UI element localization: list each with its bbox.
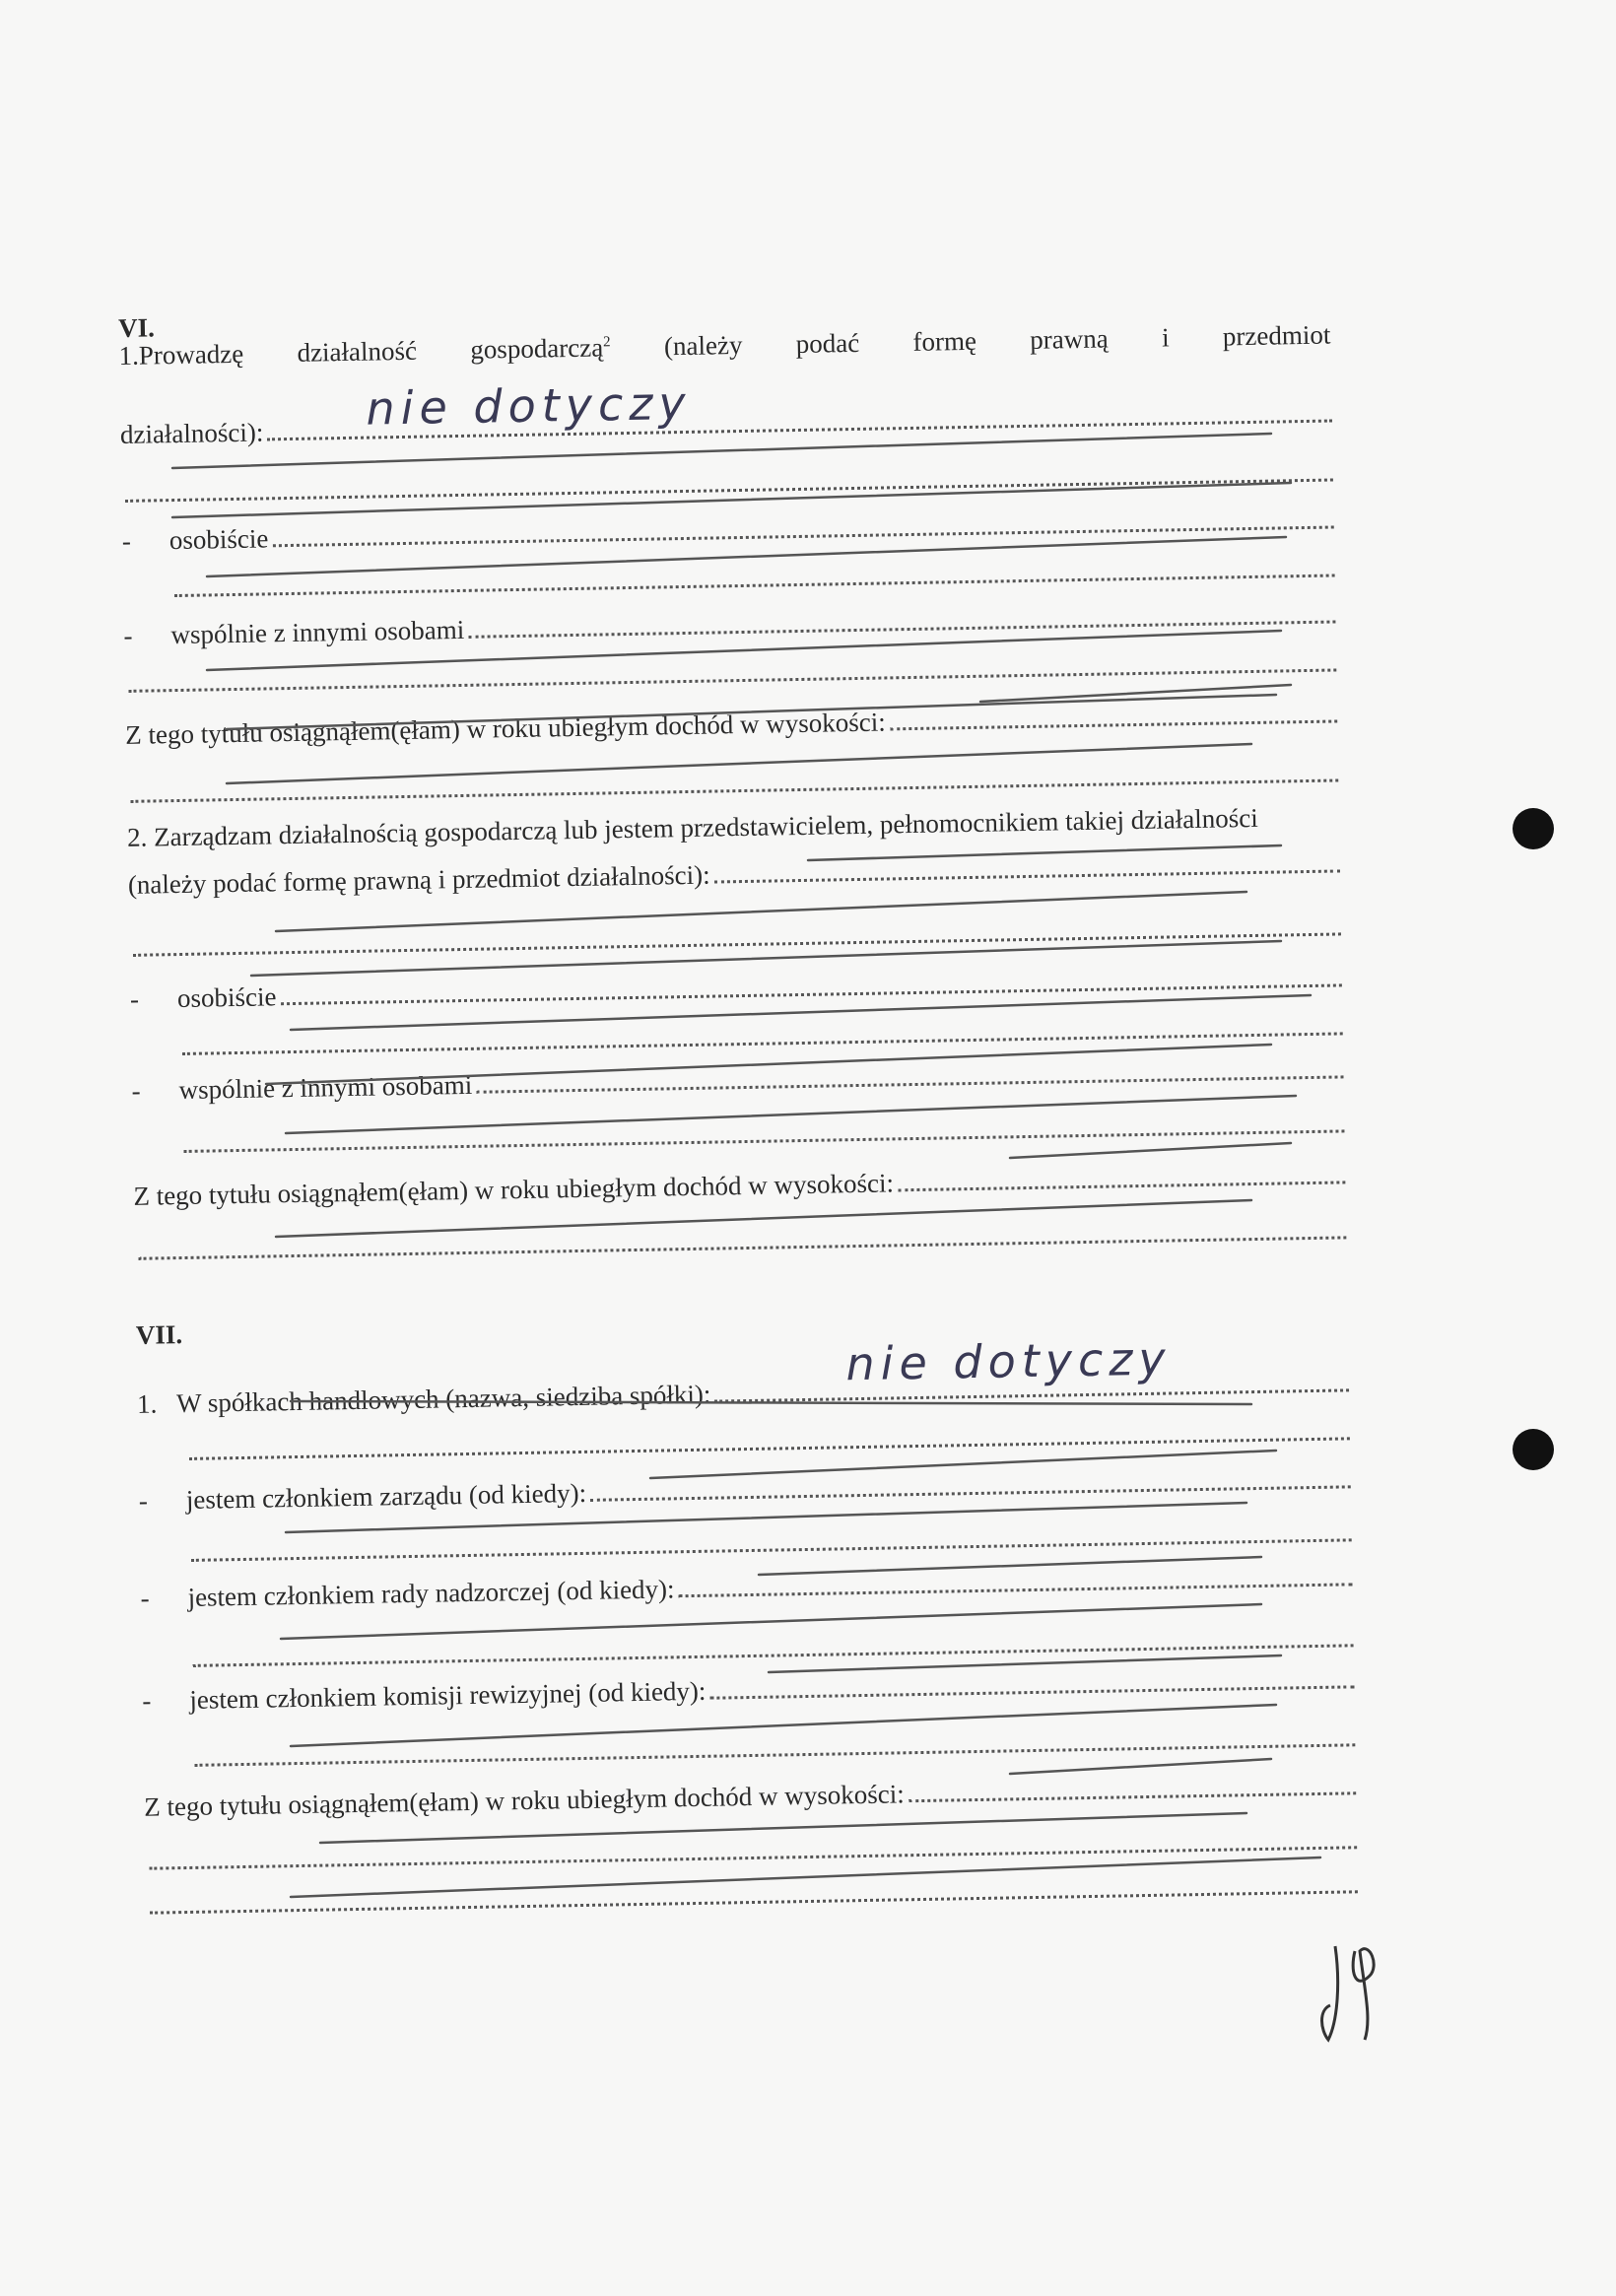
signature-initials [1311,1931,1399,2050]
word: przedmiot [1222,319,1331,352]
label: osobiście [168,523,269,556]
label: wspólnie z innymi osobami [178,1069,473,1106]
label: Z tego tytułu osiągnąłem(ęłam) w roku ubiegłym dochód w wysokości: [143,1779,906,1822]
handwritten-answer: nie dotyczy [845,1331,1173,1391]
section-vi-heading: VI. [117,312,156,343]
label: Z tego tytułu osiągnąłem(ęłam) w roku ubiegłym dochód w wysokości: [133,1168,895,1211]
handwritten-answer: nie dotyczy [366,375,693,436]
label: Z tego tytułu osiągnąłem(ęłam) w roku ubiegłym dochód w wysokości: [124,707,887,750]
bullet-dash: - [121,525,132,556]
word: 1.Prowadzę [118,338,244,371]
section-vii-heading: VII. [135,1319,183,1350]
bullet-dash: - [129,983,140,1014]
footnote-mark: 2 [602,334,611,351]
label: 1. W spółkach handlowych (nazwa, siedziba spółki): [136,1379,711,1419]
label: 2. Zarządzam działalnością gospodarczą lub jestem przedstawicielem, pełnomocnikiem takiej działalności [126,802,1258,852]
word: i [1161,322,1170,353]
bullet-dash: - [140,1583,150,1613]
punch-hole [1513,1429,1554,1470]
label: wspólnie z innymi osobami [170,614,465,650]
punch-hole [1513,808,1554,849]
word: podać [795,327,860,359]
label: jestem członkiem zarządu (od kiedy): [185,1477,587,1515]
word: (należy [663,329,743,362]
label: osobiście [176,981,277,1014]
bullet-dash: - [123,620,133,650]
word: prawną [1030,323,1109,355]
word: formę [912,325,977,357]
label: jestem członkiem komisji rewizyjnej (od kiedy): [189,1675,707,1715]
word: działalność [297,335,418,368]
label: (należy podać formę prawną i przedmiot działalności): [127,859,710,900]
bullet-dash: - [138,1485,149,1516]
bullet-dash: - [142,1685,152,1716]
label: jestem członkiem rady nadzorczej (od kiedy): [187,1574,675,1612]
word-text: gospodarczą [470,332,604,365]
bullet-dash: - [131,1075,141,1106]
label: działalności): [119,417,264,449]
